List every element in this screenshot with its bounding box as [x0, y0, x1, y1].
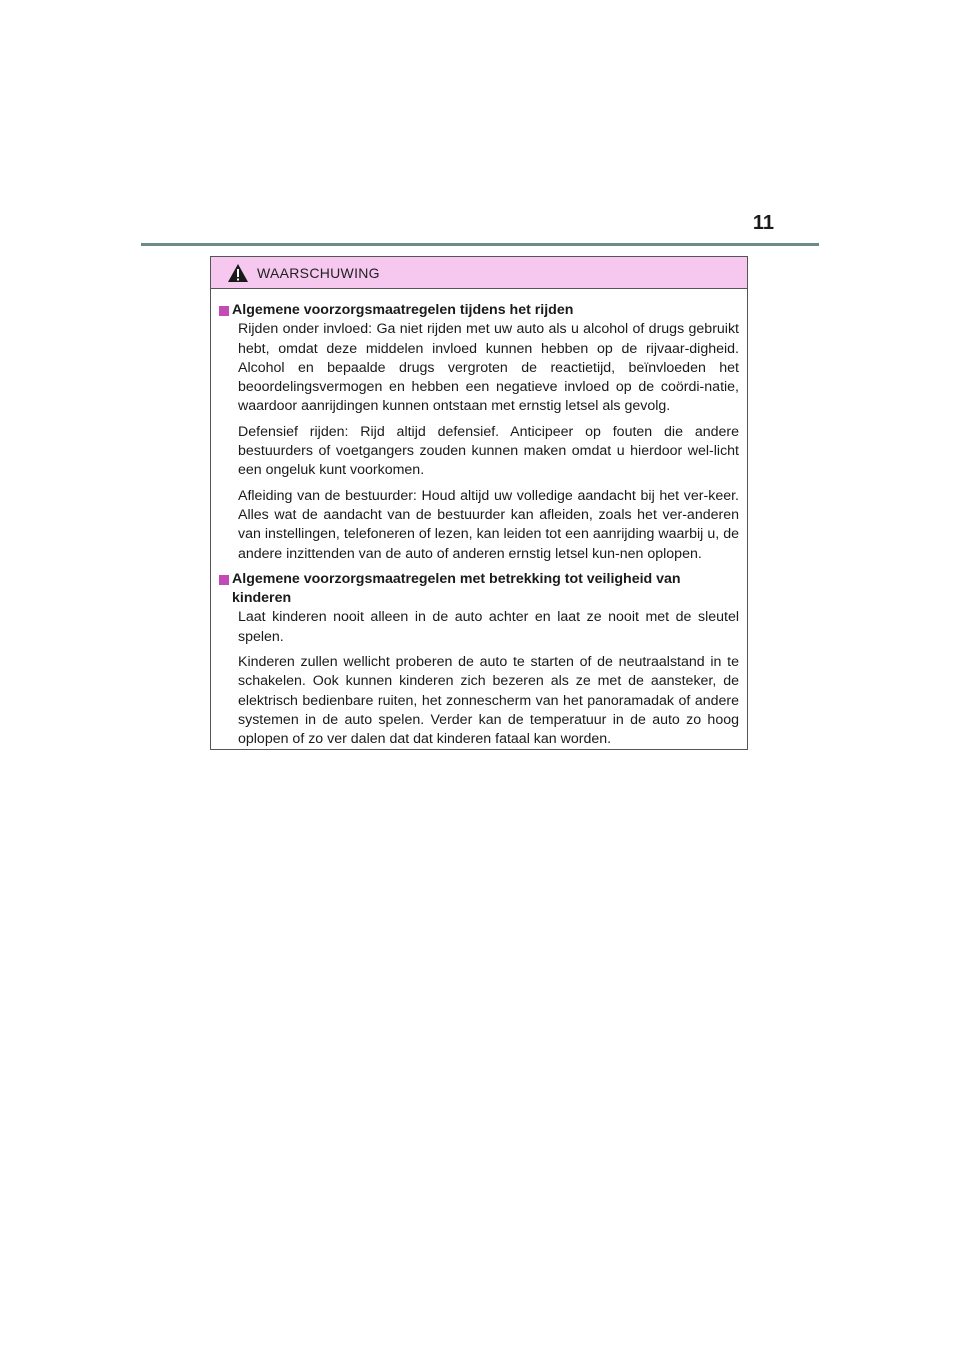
- paragraph-driver-distraction: Afleiding van de bestuurder: Houd altijd uw volledige aandacht bij het ver-keer. Alles wat de aandacht van de bestuurder kan afleiden, zoals het ver-anderen van instellingen, telefoneren of lezen, kan leiden tot een aanrijding waarbij u, de andere inzittenden van de auto of anderen ernstig letsel kun-nen oplopen.: [238, 487, 739, 562]
- page-number: 11: [752, 212, 774, 234]
- paragraph-defensive-driving: Defensief rijden: Rijd altijd defensief. Anticipeer op fouten die andere bestuurders of voetgangers zouden kunnen maken omdat u hierdoor wel-licht een ongeluk kunt voorkomen.: [238, 423, 739, 479]
- section-heading-text: Algemene voorzorgsmaatregelen tijdens het rijden: [232, 302, 574, 318]
- warning-box: [210, 256, 748, 750]
- section-child-safety: [219, 570, 739, 750]
- square-bullet-icon: [219, 306, 229, 316]
- section-heading: [219, 301, 739, 320]
- warning-body: [211, 289, 747, 750]
- warning-title: WAARSCHUWING: [257, 264, 380, 281]
- square-bullet-icon: [219, 575, 229, 585]
- paragraph-driving-under-influence: Rijden onder invloed: Ga niet rijden met uw auto als u alcohol of drugs gebruikt hebt, omdat deze middelen invloed kunnen hebben op de rijvaar-digheid. Alcohol en bepaalde drugs vergroten de reactietijd, beïnvloeden het beoordelingsvermogen en hebben een negatieve invloed op de coördi-natie, waardoor aanrijdingen kunnen ontstaan met ernstig letsel als gevolg.: [238, 321, 739, 415]
- header-rule: [141, 243, 819, 246]
- warning-header: [211, 257, 747, 289]
- paragraph-children-alone: Laat kinderen nooit alleen in de auto achter en laat ze nooit met de sleutel spelen.: [238, 609, 739, 645]
- section-heading-text: Algemene voorzorgsmaatregelen met betrekking tot veiligheid van kinderen: [232, 570, 681, 607]
- paragraph-children-risks: Kinderen zullen wellicht proberen de auto te starten of de neutraalstand in te schakelen. Ook kunnen kinderen zich bezeren als ze met de aansteker, de elektrisch bedienbare ruiten, het zonnescherm van het panoramadak of andere systemen in de auto spelen. Verder kan de temperatuur in de auto zo hoog oplopen of zo ver dalen dat dat kinderen fataal kan worden.: [238, 654, 739, 748]
- section-heading: [219, 570, 739, 609]
- warning-triangle-icon: [227, 263, 249, 283]
- section-driving-precautions: [219, 301, 739, 564]
